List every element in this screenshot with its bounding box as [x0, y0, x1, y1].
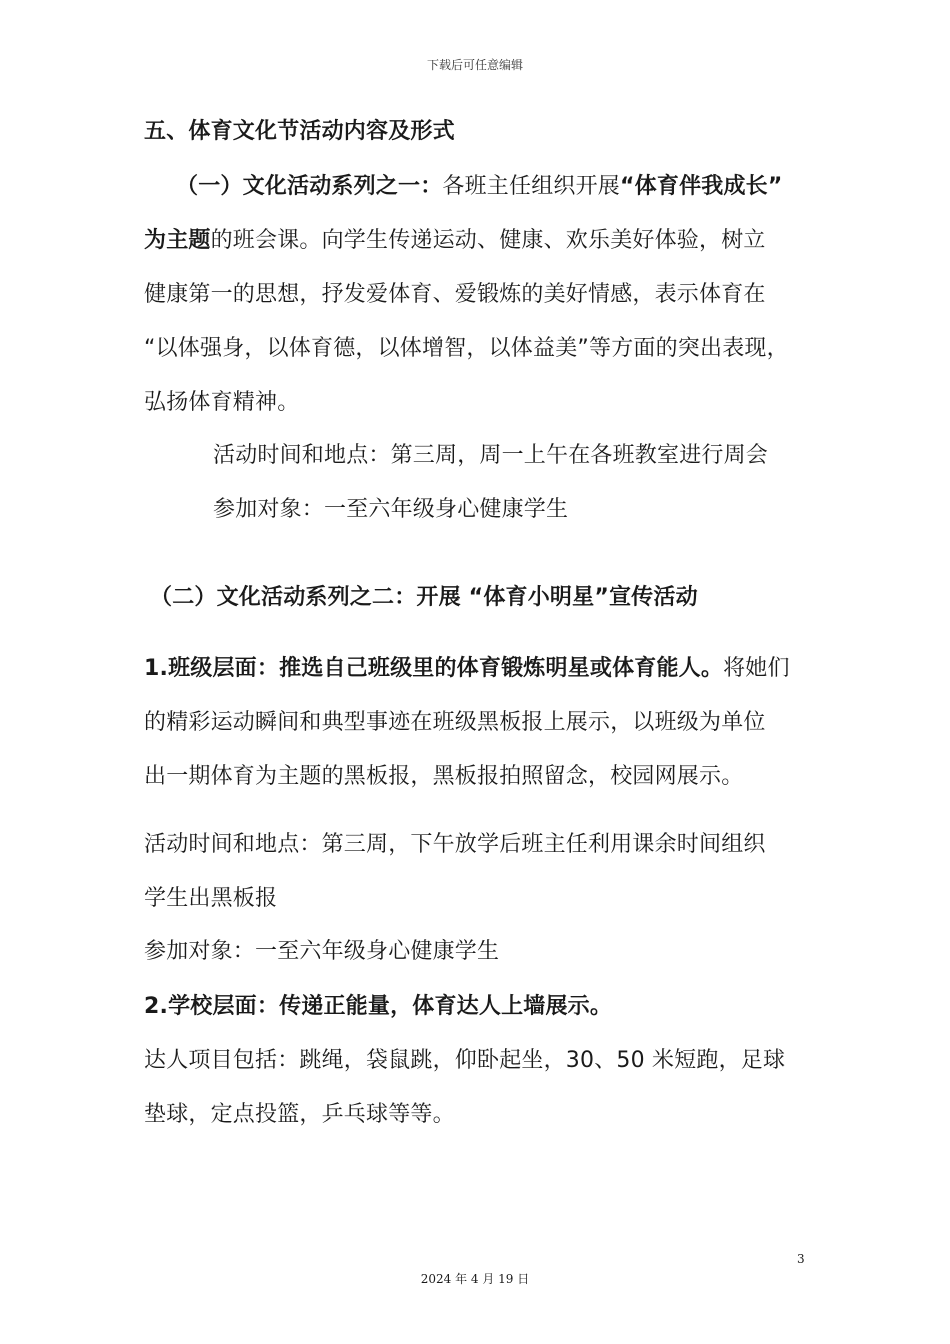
paragraph-line: 出一期体育为主题的黑板报，黑板报拍照留念，校园网展示。 — [144, 764, 744, 789]
activity-target: 参加对象：一至六年级身心健康学生 — [213, 497, 569, 522]
paragraph-line — [176, 172, 783, 202]
subsection-lead: （一）文化活动系列之一： — [176, 174, 443, 199]
activity-time: 活动时间和地点：第三周，下午放学后班主任利用课余时间组织 — [144, 832, 766, 857]
page-number: 3 — [797, 1252, 805, 1266]
paragraph-line — [144, 226, 766, 256]
paragraph-line — [144, 654, 790, 684]
paragraph-line: 垫球，定点投篮，乒乓球等等。 — [144, 1102, 455, 1127]
activity-target: 参加对象：一至六年级身心健康学生 — [144, 939, 500, 964]
text-span: 的班会课。向学生传递运动、健康、欢乐美好体验，树立 — [210, 228, 766, 253]
activity-time: 学生出黑板报 — [144, 886, 278, 911]
bold-span: “体育伴我成长” — [620, 174, 783, 199]
section-title: 五、体育文化节活动内容及形式 — [144, 119, 455, 144]
activity-time: 活动时间和地点：第三周，周一上午在各班教室进行周会 — [213, 443, 769, 468]
paragraph-line: 达人项目包括：跳绳，袋鼠跳，仰卧起坐，30、50 米短跑，足球 — [144, 1048, 786, 1073]
paragraph-line: 的精彩运动瞬间和典型事迹在班级黑板报上展示，以班级为单位 — [144, 710, 766, 735]
subsection-title: （二）文化活动系列之二：开展 “体育小明星”宣传活动 — [150, 585, 698, 610]
page-header: 下载后可任意编辑 — [426, 58, 523, 72]
footer-date: 2024 年 4 月 19 日 — [420, 1272, 530, 1286]
bold-span: 1.班级层面：推选自己班级里的体育锻炼明星或体育能人。 — [144, 656, 724, 681]
list-item-heading: 2.学校层面：传递正能量，体育达人上墙展示。 — [144, 994, 613, 1019]
text-span: 各班主任组织开展 — [442, 174, 621, 199]
text-span: 将她们 — [723, 656, 790, 681]
paragraph-line: “以体强身，以体育德，以体增智，以体益美”等方面的突出表现， — [144, 336, 789, 361]
paragraph-line: 弘扬体育精神。 — [144, 390, 300, 415]
paragraph-line: 健康第一的思想，抒发爱体育、爱锻炼的美好情感，表示体育在 — [144, 282, 766, 307]
bold-span: 为主题 — [144, 228, 211, 253]
